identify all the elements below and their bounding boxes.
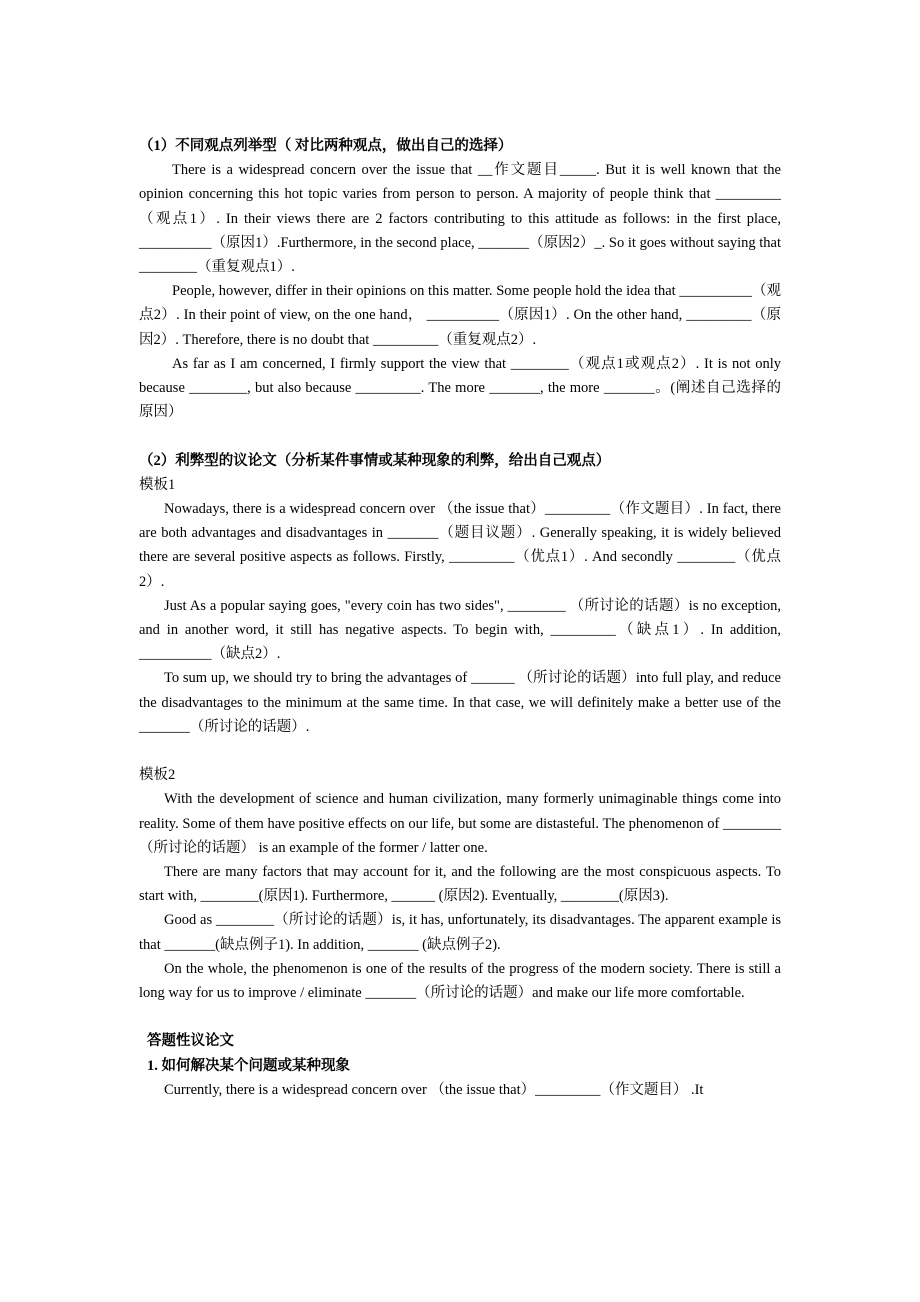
template1-paragraph-1: Nowadays, there is a widespread concern over （the issue that）_________（作文题目）. In fact, there are both advantages and disadvantages in _______（题目议题）. Generally speaking, it is widely believed there are several positive aspects as follows. Firstly, _________（优点1）. And secondly ________（优点2）. <box>139 501 781 590</box>
template1-paragraph-2: Just As a popular saying goes, "every coin has two sides", ________ （所讨论的话题）is no exception, and in another word, it still has negative aspects. To begin with, _________（缺点1）. In addition, __________（缺点2）. <box>139 597 781 663</box>
template2-paragraph-4: On the whole, the phenomenon is one of the results of the progress of the modern society. There is still a long way for us to improve / eliminate _______（所讨论的话题）and make our life more comfortable. <box>139 960 781 1002</box>
section1-heading: （1）不同观点列举型（ 对比两种观点，做出自己的选择） <box>139 138 513 154</box>
spacer <box>139 1005 781 1029</box>
section2-heading: （2）利弊型的议论文（分析某件事情或某种现象的利弊，给出自己观点） <box>139 452 611 469</box>
template2-paragraph-3: Good as ________（所讨论的话题）is, it has, unfortunately, its disadvantages. The apparent example is that _______(缺点例子1). In addition, _______ (缺点例子2). <box>139 912 781 953</box>
spacer <box>139 424 781 448</box>
spacer <box>139 739 781 763</box>
document-page <box>139 134 781 1102</box>
section3-subheading: 1. 如何解决某个问题或某种现象 <box>147 1057 350 1074</box>
template2-label: 模板2 <box>139 767 176 784</box>
template1-label: 模板1 <box>139 476 176 493</box>
section3-heading: 答题性议论文 <box>147 1033 234 1050</box>
section1-paragraph-2: People, however, differ in their opinions on this matter. Some people hold the idea that __________（观点2）. In their point of view, on the one hand， __________（原因1）. On the other hand, _________（原因2）. Therefore, there is no doubt that _________（重复观点2）. <box>139 283 781 348</box>
template2-paragraph-1: With the development of science and human civilization, many formerly unimaginable things come into reality. Some of them have positive effects on our life, but some are distasteful. The phenomenon of ________ （所讨论的话题） is an example of the former / latter one. <box>139 791 781 856</box>
section3-paragraph: Currently, there is a widespread concern over （the issue that）_________（作文题目） .It <box>164 1081 704 1098</box>
template1-paragraph-3: To sum up, we should try to bring the advantages of ______ （所讨论的话题）into full play, and reduce the disadvantages to the minimum at the same time. In that case, we will definitely make a better use of the _______（所讨论的话题）. <box>139 670 781 735</box>
template2-paragraph-2: There are many factors that may account for it, and the following are the most conspicuous aspects. To start with, ________(原因1). Furthermore, ______ (原因2). Eventually, ________(原因3). <box>139 864 781 905</box>
section1-paragraph-1: There is a widespread concern over the issue that __作文题目_____. But it is well known that the opinion concerning this hot topic varies from person to person. A majority of people think that _________（观点1）. In their views there are 2 factors contributing to this attitude as follows: in the first place, __________（原因1）.Furthermore, in the second place, _______（原因2）_. So it goes without saying that ________（重复观点1）. <box>139 162 781 276</box>
section1-paragraph-3: As far as I am concerned, I firmly support the view that ________（观点1或观点2）. It is not only because ________, but also because _________. The more _______, the more _______。(阐述自己选择的原因） <box>139 355 781 421</box>
